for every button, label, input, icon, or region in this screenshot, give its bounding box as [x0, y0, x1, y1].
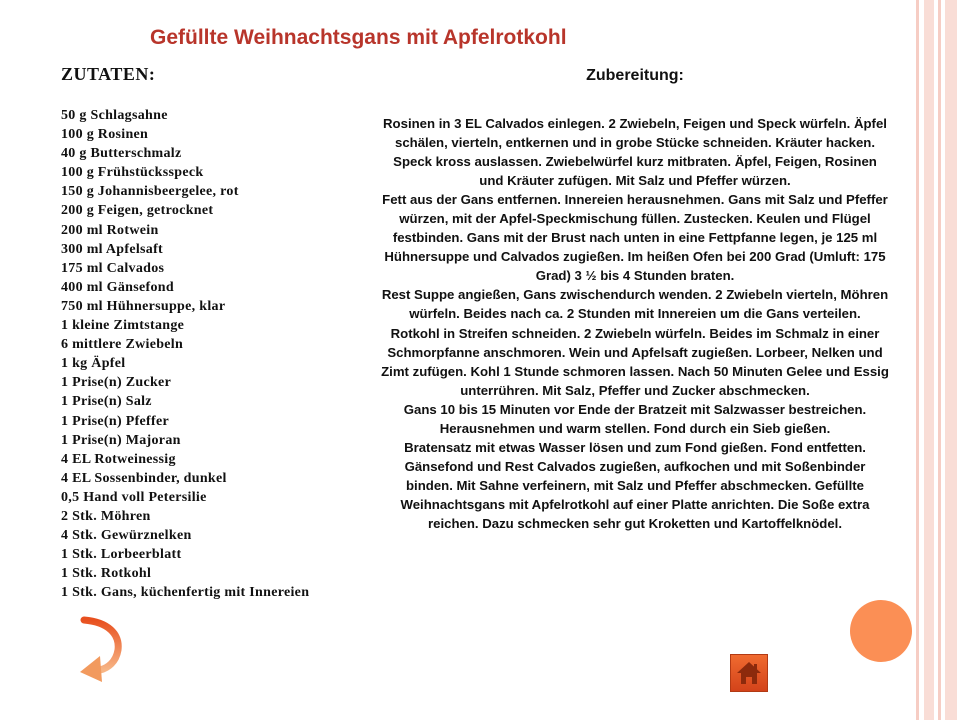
ingredient-item: 175 ml Calvados: [61, 260, 165, 276]
stripe: [938, 0, 941, 720]
preparation-paragraph: Rest Suppe angießen, Gans zwischendurch wenden. 2 Zwiebeln vierteln, Möhren würfeln. Beides nach ca. 2 Stunden mit Innereien um die Gans verteilen.: [381, 287, 889, 322]
ingredient-item: 200 ml Rotwein: [61, 222, 159, 238]
ingredient-item: 1 Prise(n) Zucker: [61, 375, 172, 391]
decorative-orange-circle: [850, 600, 912, 662]
ingredient-item: 40 g Butterschmalz: [61, 146, 182, 162]
ingredient-item: 50 g Schlagsahne: [61, 108, 168, 123]
ingredient-item: 1 Stk. Lorbeerblatt: [61, 547, 182, 563]
back-button[interactable]: [78, 616, 130, 686]
ingredient-item: 1 kg Äpfel: [61, 356, 126, 372]
stripe: [916, 0, 919, 720]
ingredient-item: 100 g Frühstücksspeck: [61, 165, 204, 181]
ingredient-item: 200 g Feigen, getrocknet: [61, 203, 214, 219]
ingredient-item: 400 ml Gänsefond: [61, 279, 174, 295]
ingredient-item: 4 EL Rotweinessig: [61, 451, 176, 467]
ingredient-item: 1 Prise(n) Majoran: [61, 432, 181, 448]
ingredient-item: 1 Prise(n) Pfeffer: [61, 413, 170, 429]
ingredient-item: 300 ml Apfelsaft: [61, 241, 164, 257]
stripe: [924, 0, 934, 720]
ingredient-item: 750 ml Hühnersuppe, klar: [61, 298, 226, 314]
stripe: [945, 0, 957, 720]
preparation-text: [380, 114, 890, 533]
preparation-paragraph: Rotkohl in Streifen schneiden. 2 Zwiebeln würfeln. Beides im Schmalz in einer Schmorpfanne anschmoren. Wein und Apfelsaft zugießen. Lorbeer, Nelken und Zimt zufügen. Kohl 1 Stunde schmoren lassen. Nach 50 Minuten Gelee und Essig unterrühren. Mit Salz, Pfeffer und Zucker abschmecken.: [381, 325, 889, 398]
home-button[interactable]: [730, 654, 768, 692]
preparation-paragraph: Fett aus der Gans entfernen. Innereien herausnehmen. Gans mit Salz und Pfeffer würzen, mit der Apfel-Speckmischung füllen. Zustecken. Keulen und Flügel festbinden. Gans mit der Brust nach unten in eine Fettpfanne legen, je 125 ml Hühnersuppe und Calvados zugießen. Im heißen Ofen bei 200 Grad (Umluft: 175 Grad) 3 ½ bis 4 Stunden braten.: [382, 192, 888, 284]
ingredient-item: 6 mittlere Zwiebeln: [61, 337, 184, 353]
decorative-stripes: [914, 0, 960, 720]
preparation-paragraph: Gans 10 bis 15 Minuten vor Ende der Bratzeit mit Salzwasser bestreichen. Herausnehmen und warm stellen. Fond durch ein Sieb gießen.: [403, 401, 867, 436]
home-icon: [731, 655, 767, 691]
preparation-paragraph: Rosinen in 3 EL Calvados einlegen. 2 Zwiebeln, Feigen und Speck würfeln. Äpfel schälen, vierteln, entkernen und in grobe Stücke schneiden. Kräuter hacken. Speck kross auslassen. Zwiebelwürfel kurz mitbraten. Äpfel, Feigen, Rosinen und Kräuter zufügen. Mit Salz und Pfeffer würzen.: [383, 116, 887, 189]
ingredient-item: 1 Stk. Rotkohl: [61, 566, 152, 582]
page-title: Gefüllte Weihnachtsgans mit Apfelrotkohl: [150, 26, 567, 49]
ingredient-item: 1 Prise(n) Salz: [61, 394, 152, 410]
ingredient-item: 4 EL Sossenbinder, dunkel: [61, 470, 227, 486]
ingredient-item: 150 g Johannisbeergelee, rot: [61, 184, 239, 200]
ingredient-item: 1 kleine Zimtstange: [61, 318, 185, 334]
ingredient-item: 1 Stk. Gans, küchenfertig mit Innereien: [61, 585, 310, 601]
ingredients-heading: ZUTATEN:: [61, 64, 156, 84]
ingredients-list: [61, 106, 391, 602]
ingredient-item: 2 Stk. Möhren: [61, 508, 151, 524]
ingredient-item: 0,5 Hand voll Petersilie: [61, 489, 207, 505]
ingredient-item: 4 Stk. Gewürznelken: [61, 528, 192, 544]
curved-back-arrow-icon: [78, 616, 130, 686]
ingredient-item: 100 g Rosinen: [61, 127, 149, 143]
preparation-paragraph: Bratensatz mit etwas Wasser lösen und zum Fond gießen. Fond entfetten. Gänsefond und Rest Calvados zugießen, aufkochen und mit Soßenbinder binden. Mit Sahne verfeinern, mit Salz und Pfeffer abschmecken. Gefüllte Weihnachtsgans mit Apfelrotkohl auf einer Platte anrichten. Die Soße extra reichen. Dazu schmecken sehr gut Kroketten und Kartoffelknödel.: [400, 439, 870, 531]
preparation-heading: Zubereitung:: [586, 67, 684, 84]
